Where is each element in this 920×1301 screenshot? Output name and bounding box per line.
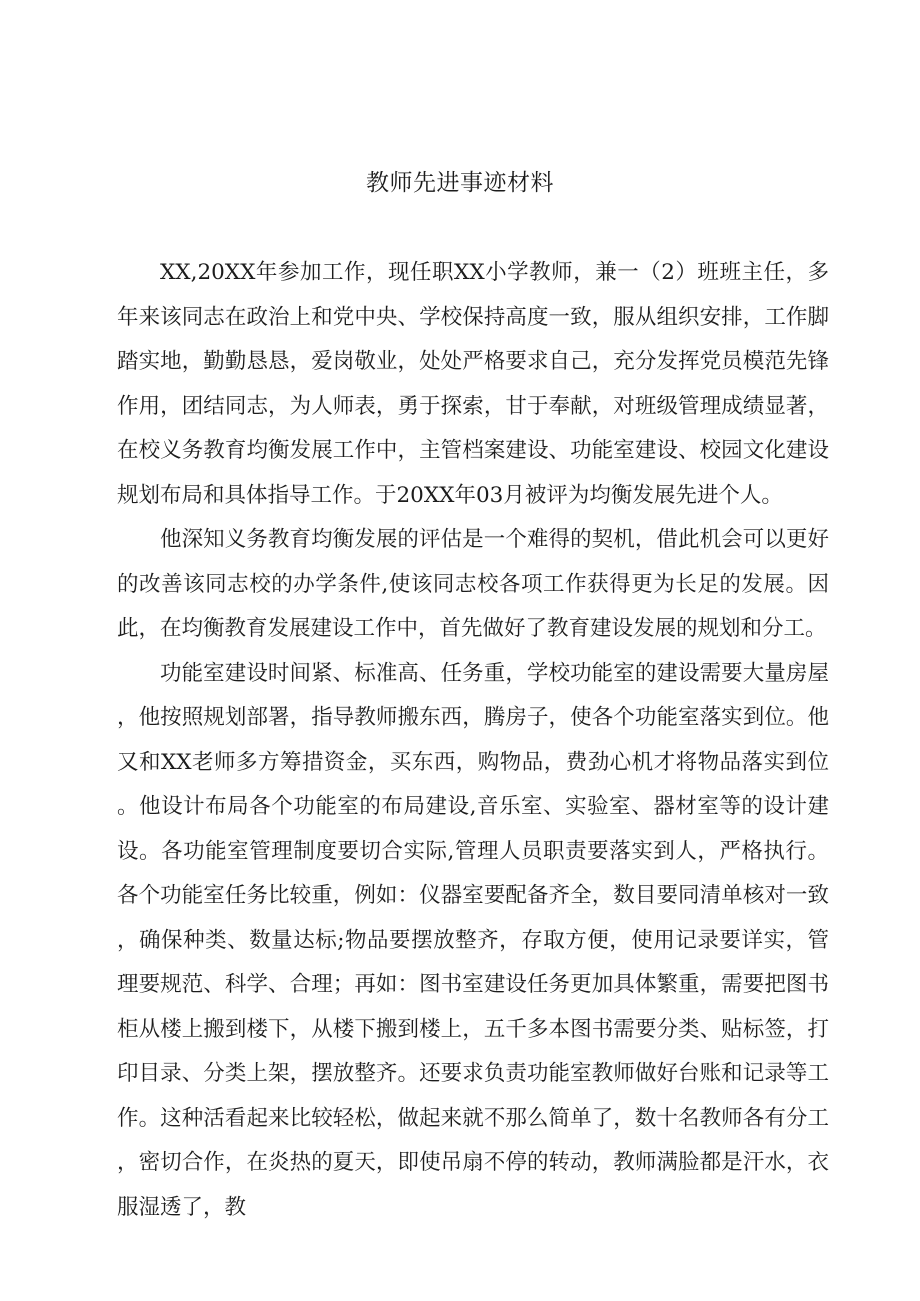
document-body xyxy=(117,251,829,1230)
paragraph-3: 功能室建设时间紧、标准高、任务重，学校功能室的建设需要大量房屋，他按照规划部署，指导教师搬东西，腾房子，使各个功能室落实到位。他又和XX老师多方筹措资金，买东西，购物品，费劲心机才将物品落实到位。他设计布局各个功能室的布局建设,音乐室、实验室、器材室等的设计建设。各功能室管理制度要切合实际,管理人员职责要落实到人，严格执行。各个功能室任务比较重，例如：仪器室要配备齐全，数目要同清单核对一致，确保种类、数量达标;物品要摆放整齐，存取方便，使用记录要详实，管理要规范、科学、合理；再如：图书室建设任务更加具体繁重，需要把图书柜从楼上搬到楼下，从楼下搬到楼上，五千多本图书需要分类、贴标签，打印目录、分类上架，摆放整齐。还要求负责功能室教师做好台账和记录等工作。这种活看起来比较轻松，做起来就不那么简单了，数十名教师各有分工，密切合作，在炎热的夏天，即使吊扇不停的转动，教师满脸都是汗水，衣服湿透了，教 xyxy=(117,660,829,1220)
paragraph-2: 他深知义务教育均衡发展的评估是一个难得的契机，借此机会可以更好的改善该同志校的办学条件,使该同志校各项工作获得更为长足的发展。因此，在均衡教育发展建设工作中，首先做好了教育建设发展的规划和分工。 xyxy=(117,527,829,641)
document-title: 教师先进事迹材料 xyxy=(366,170,554,196)
paragraph-1: XX,20XX年参加工作，现任职XX小学教师，兼一（2）班班主任，多年来该同志在政治上和党中央、学校保持高度一致，服从组织安排，工作脚踏实地，勤勤恳恳，爱岗敬业，处处严格要求自己，充分发挥党员模范先锋作用，团结同志，为人师表，勇于探索，甘于奉献，对班级管理成绩显著，在校义务教育均衡发展工作中，主管档案建设、功能室建设、校园文化建设规划布局和具体指导工作。于20XX年03月被评为均衡发展先进个人。 xyxy=(117,260,829,508)
